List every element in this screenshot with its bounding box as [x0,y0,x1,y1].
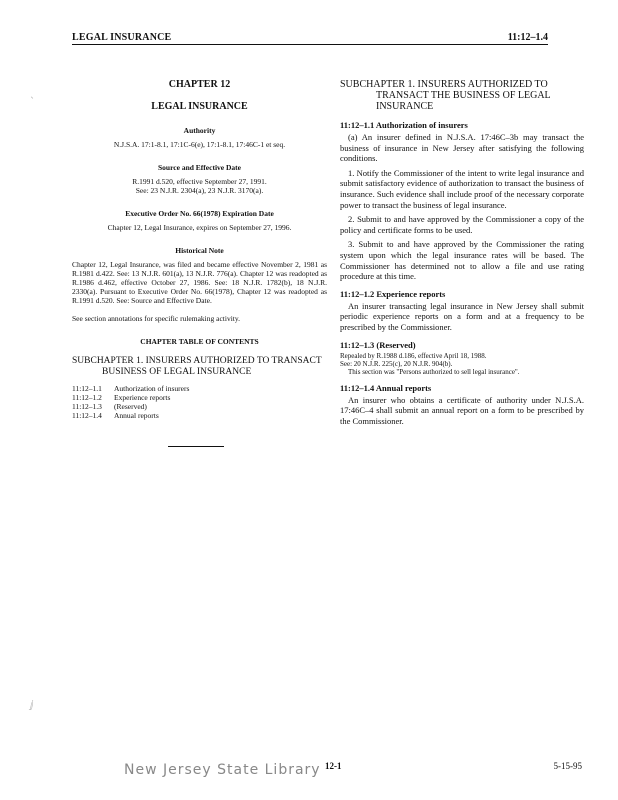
section-1-2-text: An insurer transacting legal insurance in New Jersey shall submit periodic experience reports on a form and at a frequency to be prescribed by the Commissioner. [340,300,584,332]
section-1-1-title: 11:12–1.1 Authorization of insurers [340,120,468,130]
toc-entry-title: Annual reports [114,411,159,420]
scan-speck-icon: ⅉ [30,700,34,711]
toc-subchapter: SUBCHAPTER 1. INSURERS AUTHORIZED TO TRANSACT BUSINESS OF LEGAL INSURANCE [72,356,322,377]
running-head-title: LEGAL INSURANCE [72,32,172,43]
executive-order-text: Chapter 12, Legal Insurance, expires on September 27, 1996. [107,223,292,232]
toc-entry-number: 11:12–1.3 [72,402,102,411]
toc-entry-number: 11:12–1.2 [72,393,102,402]
section-1-1-para-3: 3. Submit to and have approved by the Commissioner the rating system upon which the legal insurance rates will be based. The Commissioner has determined not to allow a file and use rating procedure at this time. [340,239,584,282]
toc-entry[interactable] [72,411,327,420]
library-stamp: New Jersey State Library [124,762,321,778]
section-1-1-intro: (a) An insurer defined in N.J.S.A. 17:46C–3b may transact the business of insurance in New Jersey after satisfying the following conditions. [340,132,584,164]
table-of-contents [72,384,327,420]
section-1-3-citation: See: 20 N.J.R. 225(c), 20 N.J.R. 904(b). [340,359,453,368]
subchapter-heading: SUBCHAPTER 1. INSURERS AUTHORIZED TO TRANSACT THE BUSINESS OF LEGAL INSURANCE [340,79,551,112]
source-heading: Source and Effective Date [158,163,241,172]
section-1-1-para-2: 2. Submit to and have approved by the Commissioner a copy of the policy and certificate forms to be used. [340,214,584,235]
executive-order-heading: Executive Order No. 66(1978) Expiration Date [125,209,274,218]
toc-heading: CHAPTER TABLE OF CONTENTS [140,337,259,346]
authority-heading: Authority [183,126,216,135]
toc-entry[interactable] [72,393,327,402]
chapter-number: CHAPTER 12 [168,79,231,90]
section-1-3-repeal: Repealed by R.1988 d.186, effective April 18, 1988. [340,351,487,360]
historical-note-text: Chapter 12, Legal Insurance, was filed and became effective November 2, 1981 as R.1981 d.422. See: 13 N.J.R. 601(a), 13 N.J.R. 776(a). Chapter 12 was readopted as R.1986 d.462, effective October 27, 1986. See: 18 N.J.R. 1782(b), 18 N.J.R. 2330(a). Pursuant to Executive Order No. 66(1978), Chapter 12 was readopted as R.1991 d.520. See: Source and Effective Date. [72,260,327,305]
toc-entry[interactable] [72,384,327,393]
toc-entry[interactable] [72,402,327,411]
toc-entry-number: 11:12–1.1 [72,384,102,393]
authority-text: N.J.S.A. 17:1-8.1, 17:1C-6(e), 17:1-8.1, 17:46C-1 et seq. [113,140,286,149]
source-line-1: R.1991 d.520, effective September 27, 1991. [132,177,267,186]
section-1-2-title: 11:12–1.2 Experience reports [340,288,446,299]
section-1-3-note: This section was "Persons authorized to sell legal insurance". [348,367,520,376]
end-rule [168,446,224,447]
scan-speck-icon: ˎ [30,88,35,99]
running-head [72,32,548,45]
toc-entry-title: Authorization of insurers [114,384,190,393]
toc-entry-title: Experience reports [114,393,171,402]
page-number: 12-1 [325,761,342,771]
right-column [340,79,584,430]
section-1-1-para-1: 1. Notify the Commissioner of the intent to write legal insurance and submit satisfactory evidence of authorization to transact the business of insurance. Such evidence shall include proof of the necessary corporate power to transact the business of legal insurance. [340,167,584,210]
section-1-4-title: 11:12–1.4 Annual reports [340,382,432,393]
toc-entry-number: 11:12–1.4 [72,411,102,420]
source-line-2: See: 23 N.J.R. 2304(a), 23 N.J.R. 3170(a). [135,186,264,195]
toc-entry-title: (Reserved) [114,402,147,411]
left-column [72,79,327,447]
section-1-4-text: An insurer who obtains a certificate of authority under N.J.S.A. 17:46C–4 shall submit an annual report on a form to be prescribed by the Commissioner. [340,394,584,426]
chapter-title: LEGAL INSURANCE [151,101,248,112]
supplement-date: 5-15-95 [553,761,582,771]
annotations-note: See section annotations for specific rulemaking activity. [72,314,241,323]
historical-note-heading: Historical Note [175,246,224,255]
section-1-3-title: 11:12–1.3 (Reserved) [340,339,416,350]
running-head-section: 11:12–1.4 [507,32,548,43]
